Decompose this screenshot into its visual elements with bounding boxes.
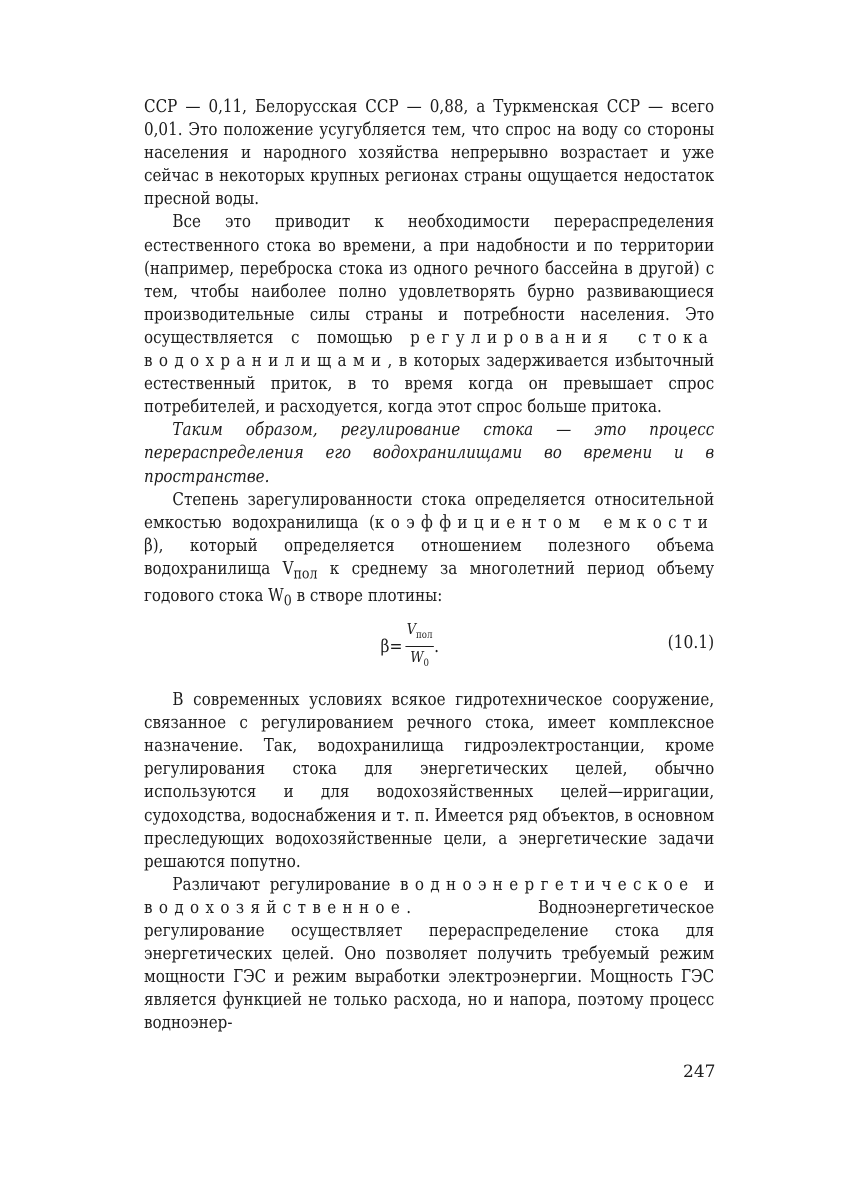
paragraph-4: Степень зарегулированности стока определяется относительной емкостью водохранилища (коэффициентом емкости β), который определяется отношением полезного объема водохранилища $V_{пол}$ к среднему за многолетний период объему годового стока $W_0$ в створе плотины: bbox=[144, 489, 715, 610]
page-number: 247 bbox=[683, 1062, 716, 1082]
paragraph-5: В современных условиях всякое гидротехническое сооружение, связанное с регулированием речного стока, имеет комплексное назначение. Так, водохранилища гидроэлектростанции, кроме регулирования стока для энергетических целей, обычно используются и для водохозяйственных целей—ирригации, судоходства, водоснабжения и т. п. Имеется ряд объектов, в основном преследующих водохозяйственные цели, а энергетические задачи решаются попутно. bbox=[144, 690, 715, 872]
spaced-term: регулирования стока водохранилищами bbox=[144, 327, 715, 372]
paragraph-6: Различают регулирование водноэнергетическое и водохозяйственное. Водноэнергетическое регулирование осуществляет перераспределение стока для энергетических целей. Оно позволяет получить требуемый режим мощности ГЭС и режим выработки электроэнергии. Мощность ГЭС является функцией не только расхода, но и напора, поэтому процесс водноэнер- bbox=[144, 874, 715, 1034]
spaced-term: водохозяйственное bbox=[144, 897, 407, 918]
fraction: $\frac{V_{пол}}{W_0}$ bbox=[406, 620, 433, 670]
page-text bbox=[144, 96, 714, 1036]
formula-expression: β = $\frac{V_{пол}}{W_0}$ . bbox=[381, 619, 440, 674]
spaced-term: водноэнергетическое bbox=[400, 874, 695, 895]
spaced-term: коэффициентом емкости bbox=[374, 512, 715, 533]
formula-10-1 bbox=[144, 617, 714, 675]
paragraph-2: Все это приводит к необходимости перераспределения естественного стока во времени, а при надобности и по территории (например, переброска стока из одного речного бассейна в другой) с тем, чтобы наиболее полно удовлетворять бурно развивающиеся производительные силы страны и потребности населения. Это осуществляется с помощью регулирования стока водохранилищами, в которых задерживается избыточный естественный приток, в то время когда он превышает спрос потребителей, и расходуется, когда этот спрос больше притока. bbox=[144, 212, 715, 418]
equation-number: (10.1) bbox=[667, 632, 715, 654]
paragraph-1: ССР — 0,11, Белорусская ССР — 0,88, а Туркменская ССР — всего 0,01. Это положение усугубляется тем, что спрос на воду со стороны населения и народного хозяйства непрерывно возрастает и уже сейчас в некоторых крупных регионах страны ощущается недостаток пресной воды. bbox=[144, 97, 715, 210]
paragraph-definition: Таким образом, регулирование стока — это процесс перераспределения его водохранилищами во времени и в пространстве. bbox=[144, 420, 715, 487]
